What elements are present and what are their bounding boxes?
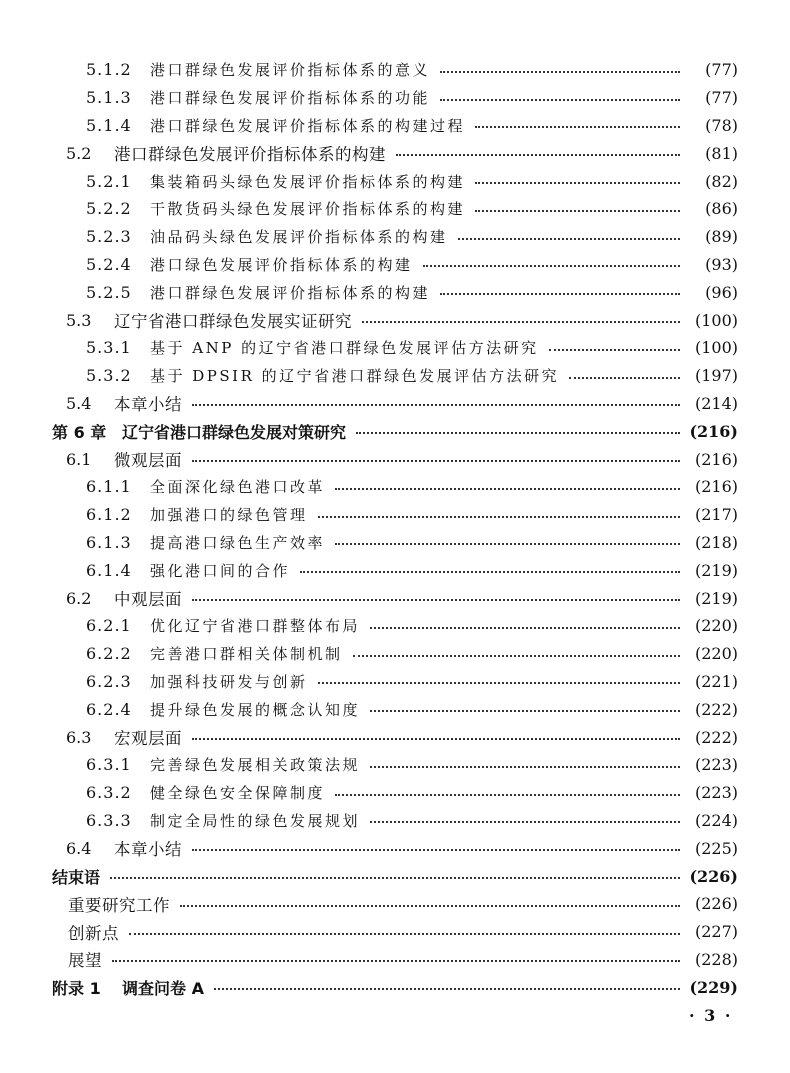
toc-entry-number: 5.3 — [66, 310, 92, 330]
toc-entry-title: 完善港口群相关体制机制 — [150, 645, 343, 664]
toc-entry-title: 调查问卷 A — [122, 978, 204, 998]
toc-entry[interactable] — [0, 918, 790, 946]
toc-entry-page: (93) — [705, 254, 738, 274]
toc-entry-title: 辽宁省港口群绿色发展实证研究 — [114, 312, 352, 332]
dot-leader — [335, 488, 680, 490]
toc-entry-title: 强化港口间的合作 — [150, 561, 291, 580]
toc-entry[interactable] — [0, 445, 790, 473]
dot-leader — [396, 154, 680, 156]
toc-entry-title: 中观层面 — [114, 590, 182, 610]
dot-leader — [129, 933, 680, 935]
toc-entry[interactable] — [0, 834, 790, 862]
toc-entry[interactable] — [0, 417, 790, 445]
dot-leader — [440, 99, 680, 101]
dot-leader — [335, 794, 680, 796]
dot-leader — [356, 432, 680, 434]
toc-entry-title: 提高港口绿色生产效率 — [150, 533, 326, 552]
dot-leader — [370, 766, 680, 768]
toc-entry-title: 加强港口的绿色管理 — [150, 506, 308, 525]
toc-entry-title: 港口群绿色发展评价指标体系的功能 — [150, 89, 431, 108]
toc-entry-number: 6.2 — [66, 588, 92, 608]
toc-entry-title: 港口群绿色发展评价指标体系的构建过程 — [150, 116, 466, 135]
toc-entry-page: (220) — [694, 616, 738, 636]
dot-leader — [300, 571, 680, 573]
toc-entry[interactable] — [0, 668, 790, 696]
toc-entry-title: 基于 ANP 的辽宁省港口群绿色发展评估方法研究 — [150, 339, 539, 358]
dot-leader — [192, 599, 680, 601]
toc-entry[interactable] — [0, 584, 790, 612]
toc-entry-number: 6.2.2 — [86, 644, 132, 664]
toc-entry[interactable] — [0, 223, 790, 251]
toc-entry-page: (223) — [694, 783, 738, 803]
toc-entry[interactable] — [0, 529, 790, 557]
toc-entry[interactable] — [0, 195, 790, 223]
toc-entry[interactable] — [0, 973, 790, 1001]
dot-leader — [370, 627, 680, 629]
dot-leader — [475, 182, 680, 184]
toc-entry[interactable] — [0, 362, 790, 390]
toc-entry-number: 5.2 — [66, 143, 92, 163]
toc-entry-number: 6.4 — [66, 838, 92, 858]
toc-entry-number: 5.3.2 — [86, 366, 132, 386]
toc-entry[interactable] — [0, 112, 790, 140]
toc-entry-page: (219) — [694, 560, 738, 580]
toc-entry-page: (216) — [694, 449, 738, 469]
toc-entry-page: (221) — [694, 671, 738, 691]
dot-leader — [362, 321, 680, 323]
dot-leader — [370, 821, 680, 823]
toc-entry[interactable] — [0, 695, 790, 723]
toc-entry[interactable] — [0, 167, 790, 195]
dot-leader — [569, 377, 680, 379]
toc-entry-number: 5.4 — [66, 393, 92, 413]
toc-entry-title: 干散货码头绿色发展评价指标体系的构建 — [150, 200, 466, 219]
toc-entry-page: (226) — [694, 894, 738, 914]
toc-entry-title: 加强科技研发与创新 — [150, 672, 308, 691]
toc-entry[interactable] — [0, 890, 790, 918]
dot-leader — [440, 293, 680, 295]
toc-entry-page: (222) — [694, 699, 738, 719]
toc-entry-number: 5.2.1 — [86, 171, 132, 191]
toc-entry-page: (89) — [705, 227, 738, 247]
table-of-contents — [0, 56, 790, 1001]
dot-leader — [214, 988, 680, 990]
toc-entry[interactable] — [0, 139, 790, 167]
toc-entry[interactable] — [0, 612, 790, 640]
toc-entry-title: 微观层面 — [114, 451, 182, 471]
toc-entry[interactable] — [0, 278, 790, 306]
toc-entry-page: (82) — [705, 171, 738, 191]
toc-entry[interactable] — [0, 473, 790, 501]
toc-entry-page: (220) — [694, 644, 738, 664]
toc-entry-page: (222) — [694, 727, 738, 747]
toc-entry-title: 宏观层面 — [114, 729, 182, 749]
toc-entry-number: 6.1.1 — [86, 477, 132, 497]
toc-entry[interactable] — [0, 807, 790, 835]
toc-entry[interactable] — [0, 751, 790, 779]
toc-entry-page: (100) — [694, 310, 738, 330]
toc-entry-number: 5.2.2 — [86, 199, 132, 219]
toc-entry-title: 重要研究工作 — [68, 895, 170, 915]
dot-leader — [192, 849, 680, 851]
toc-entry-title: 港口群绿色发展评价指标体系的意义 — [150, 61, 431, 80]
toc-entry[interactable] — [0, 862, 790, 890]
toc-entry-title: 本章小结 — [114, 395, 182, 415]
toc-entry-page: (216) — [689, 421, 738, 441]
toc-entry-page: (227) — [694, 922, 738, 942]
toc-entry-number: 6.3 — [66, 727, 92, 747]
toc-entry-title: 本章小结 — [114, 840, 182, 860]
toc-entry-page: (226) — [689, 866, 738, 886]
toc-entry-title: 港口群绿色发展评价指标体系的构建 — [114, 145, 386, 165]
toc-entry[interactable] — [0, 640, 790, 668]
toc-entry-number: 附录 1 — [52, 978, 101, 998]
toc-entry-number: 5.2.5 — [86, 282, 132, 302]
toc-entry-number: 6.3.2 — [86, 783, 132, 803]
toc-entry-page: (77) — [705, 60, 738, 80]
dot-leader — [110, 877, 680, 879]
toc-entry-title: 基于 DPSIR 的辽宁省港口群绿色发展评估方法研究 — [150, 367, 560, 386]
toc-entry-page: (77) — [705, 88, 738, 108]
toc-entry-number: 6.1.2 — [86, 505, 132, 525]
toc-entry-page: (216) — [694, 477, 738, 497]
toc-entry-page: (217) — [694, 505, 738, 525]
toc-entry-title: 全面深化绿色港口改革 — [150, 478, 326, 497]
dot-leader — [353, 655, 680, 657]
toc-entry-page: (78) — [705, 115, 738, 135]
toc-entry-page: (224) — [694, 810, 738, 830]
dot-leader — [458, 238, 680, 240]
dot-leader — [192, 738, 680, 740]
toc-entry[interactable] — [0, 556, 790, 584]
toc-entry-number: 5.1.4 — [86, 115, 132, 135]
toc-entry-title: 创新点 — [68, 923, 119, 943]
dot-leader — [192, 460, 680, 462]
dot-leader — [180, 905, 680, 907]
dot-leader — [192, 404, 680, 406]
toc-entry-title: 提升绿色发展的概念认知度 — [150, 700, 361, 719]
toc-entry-page: (96) — [705, 282, 738, 302]
toc-entry-title: 结束语 — [52, 867, 101, 887]
toc-entry-number: 6.2.3 — [86, 671, 132, 691]
toc-entry-title: 展望 — [68, 951, 102, 971]
toc-entry-title: 优化辽宁省港口群整体布局 — [150, 617, 361, 636]
dot-leader — [423, 265, 680, 267]
toc-entry-title: 完善绿色发展相关政策法规 — [150, 756, 361, 775]
dot-leader — [318, 516, 680, 518]
toc-entry[interactable] — [0, 84, 790, 112]
toc-entry-page: (218) — [694, 532, 738, 552]
toc-entry-number: 6.1.4 — [86, 560, 132, 580]
toc-entry-page: (225) — [694, 838, 738, 858]
toc-entry[interactable] — [0, 723, 790, 751]
toc-entry-number: 6.1 — [66, 449, 92, 469]
toc-entry-page: (223) — [694, 755, 738, 775]
toc-entry-number: 6.2.1 — [86, 616, 132, 636]
toc-entry-page: (219) — [694, 588, 738, 608]
dot-leader — [112, 960, 680, 962]
toc-entry-number: 5.1.2 — [86, 60, 132, 80]
toc-entry-title: 港口绿色发展评价指标体系的构建 — [150, 255, 413, 274]
toc-entry[interactable] — [0, 946, 790, 974]
dot-leader — [549, 349, 680, 351]
page-number: · 3 · — [689, 1006, 733, 1025]
toc-entry[interactable] — [0, 56, 790, 84]
toc-entry[interactable] — [0, 334, 790, 362]
toc-entry[interactable] — [0, 306, 790, 334]
toc-entry-number: 6.1.3 — [86, 532, 132, 552]
toc-entry[interactable] — [0, 501, 790, 529]
toc-entry-number: 第 6 章 — [52, 422, 107, 442]
toc-entry-page: (228) — [694, 949, 738, 969]
toc-entry-number: 6.3.3 — [86, 810, 132, 830]
toc-entry-title: 辽宁省港口群绿色发展对策研究 — [122, 422, 347, 442]
dot-leader — [370, 710, 680, 712]
toc-entry-number: 5.2.4 — [86, 254, 132, 274]
dot-leader — [440, 71, 680, 73]
toc-entry-page: (229) — [689, 977, 738, 997]
toc-entry[interactable] — [0, 251, 790, 279]
dot-leader — [318, 682, 680, 684]
toc-entry-title: 集装箱码头绿色发展评价指标体系的构建 — [150, 172, 466, 191]
toc-entry-title: 制定全局性的绿色发展规划 — [150, 811, 361, 830]
toc-entry-title: 港口群绿色发展评价指标体系的构建 — [150, 283, 431, 302]
toc-entry-number: 5.3.1 — [86, 338, 132, 358]
dot-leader — [475, 126, 680, 128]
toc-entry-page: (81) — [705, 143, 738, 163]
toc-entry-page: (100) — [694, 338, 738, 358]
toc-entry-title: 健全绿色安全保障制度 — [150, 784, 326, 803]
toc-entry-page: (214) — [694, 393, 738, 413]
toc-entry-number: 5.1.3 — [86, 88, 132, 108]
toc-entry-number: 5.2.3 — [86, 227, 132, 247]
toc-entry-number: 6.2.4 — [86, 699, 132, 719]
toc-entry-number: 6.3.1 — [86, 755, 132, 775]
toc-entry-page: (86) — [705, 199, 738, 219]
toc-entry-title: 油品码头绿色发展评价指标体系的构建 — [150, 228, 448, 247]
dot-leader — [335, 543, 680, 545]
toc-entry[interactable] — [0, 779, 790, 807]
toc-entry-page: (197) — [694, 366, 738, 386]
dot-leader — [475, 210, 680, 212]
toc-entry[interactable] — [0, 390, 790, 418]
